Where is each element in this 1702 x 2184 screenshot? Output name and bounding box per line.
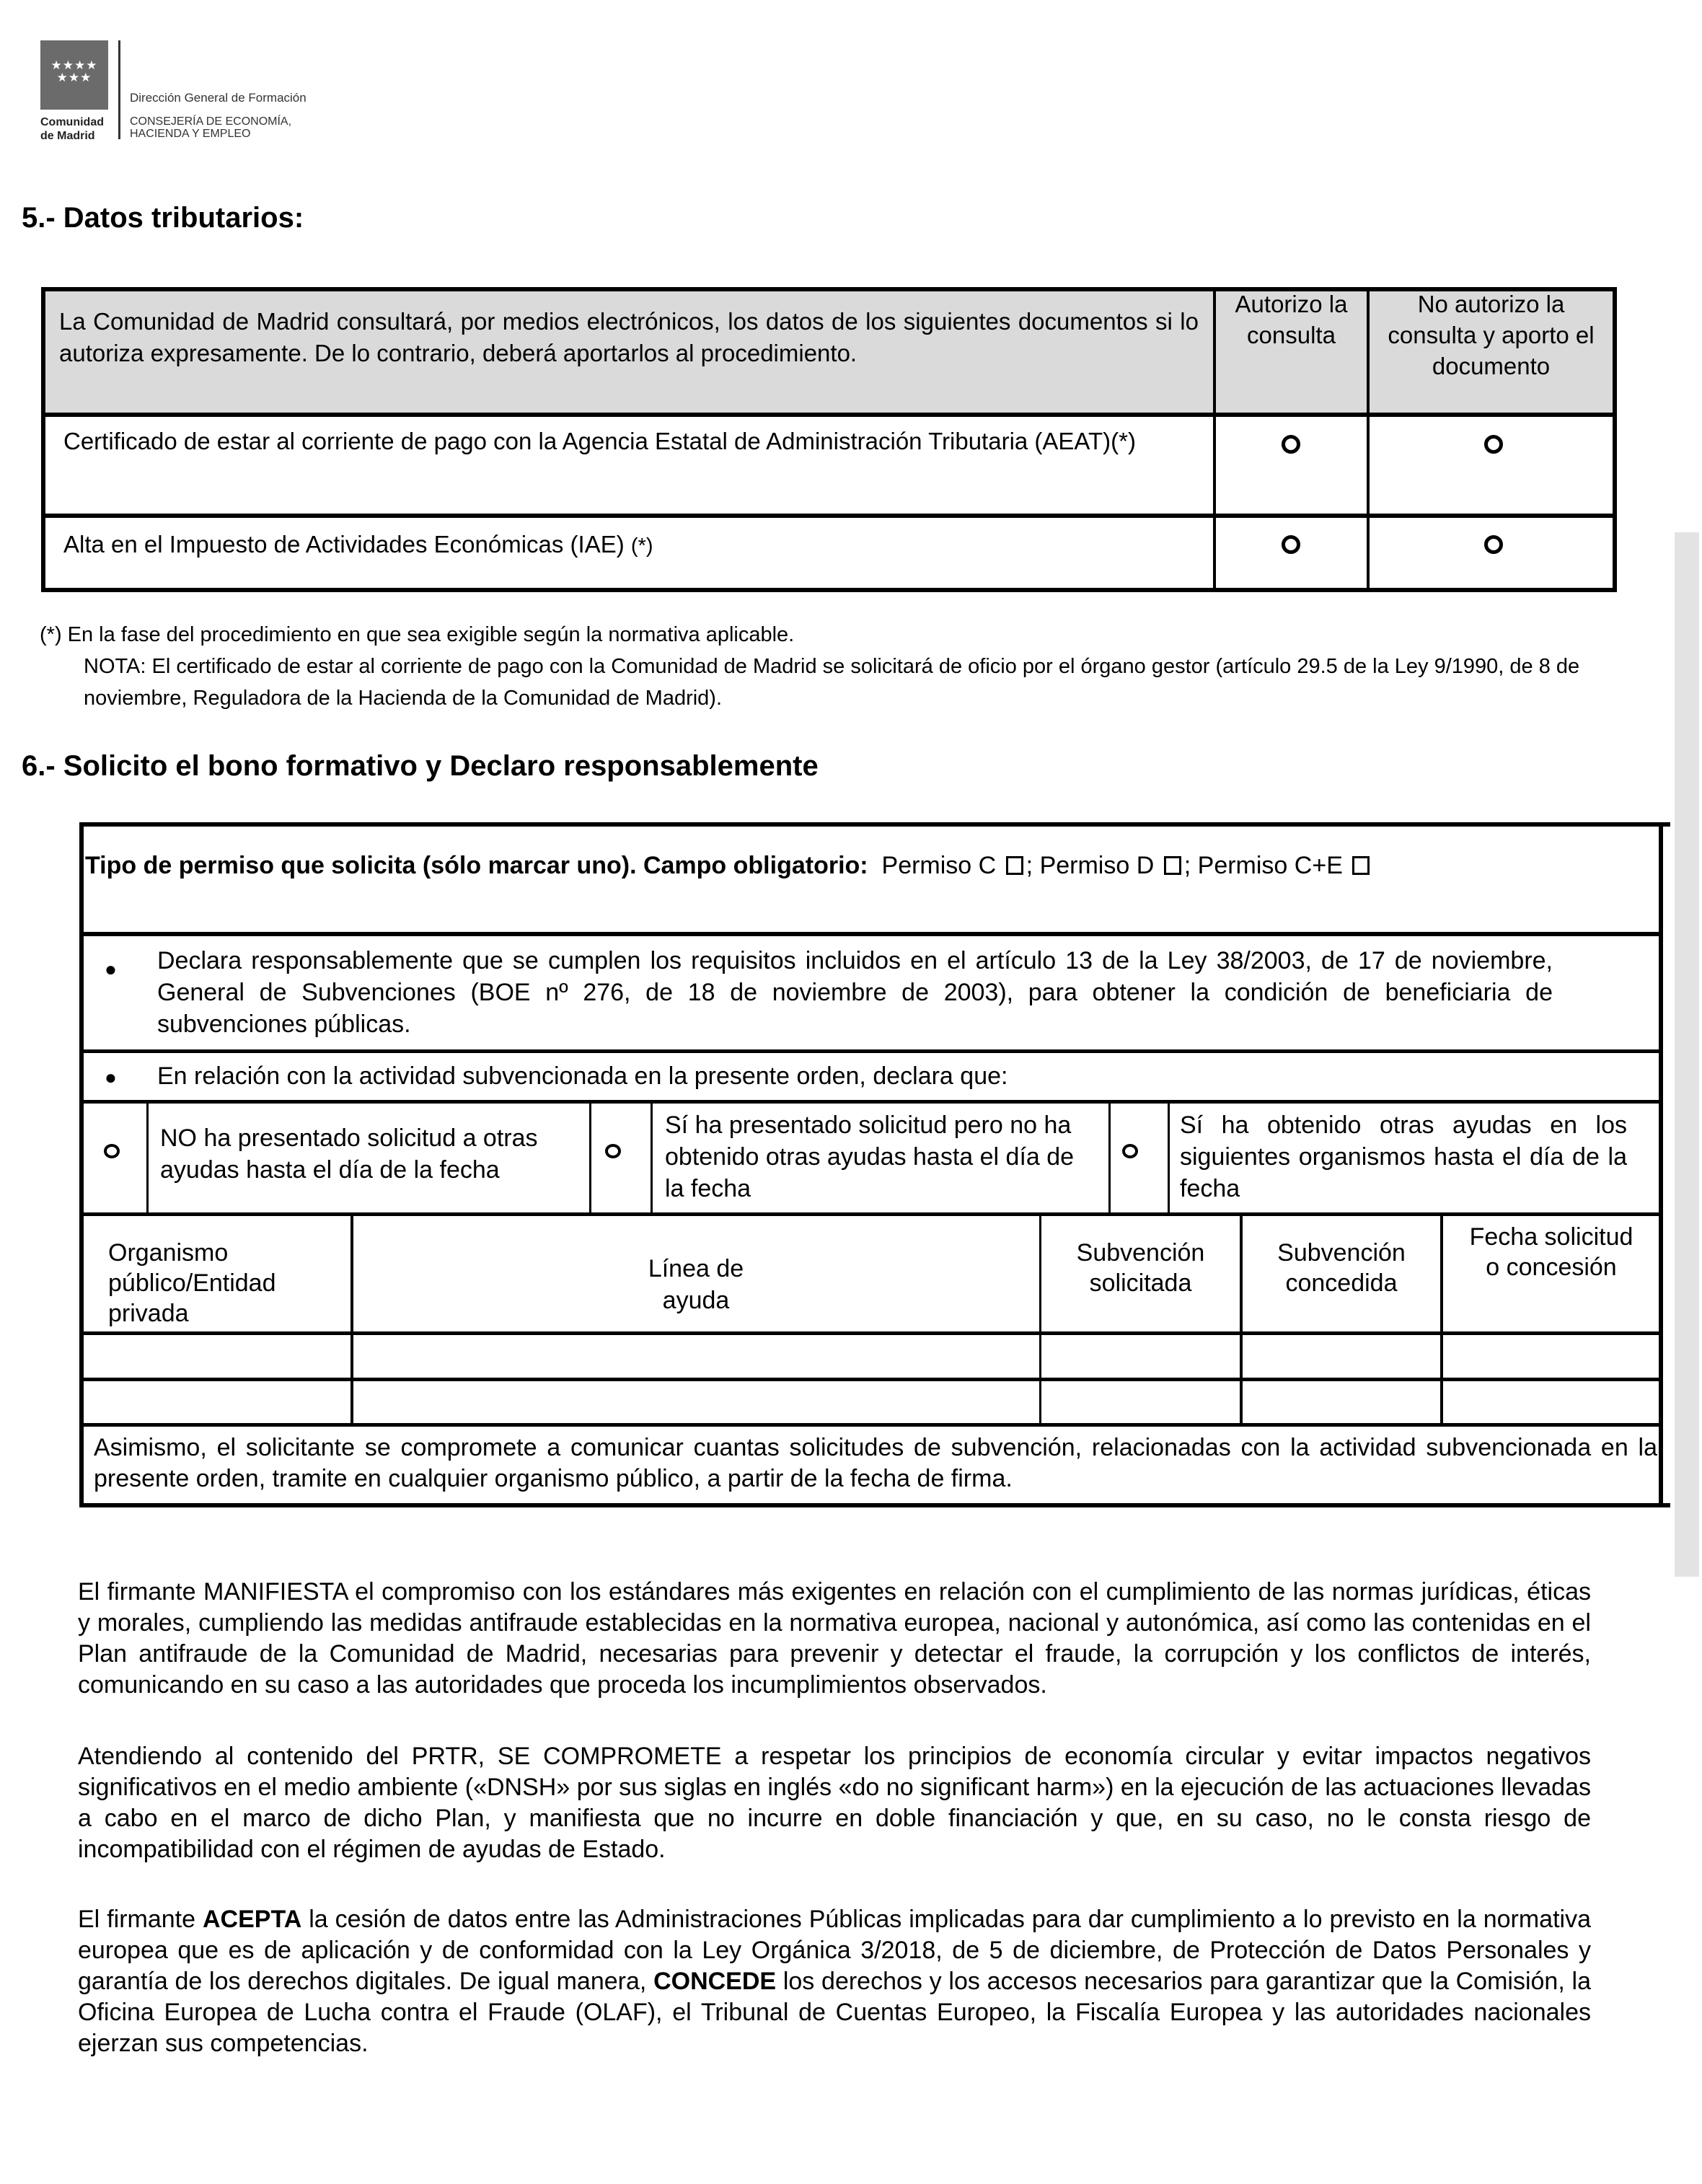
section-5-title: 5.- Datos tributarios: <box>22 202 304 234</box>
ministry-name: CONSEJERÍA DE ECONOMÍA, HACIENDA Y EMPLEO <box>130 115 292 140</box>
logo-emblem <box>40 40 108 110</box>
logo-divider <box>118 40 120 139</box>
logo-name: Comunidad de Madrid <box>40 116 104 142</box>
declaration-activity: En relación con la actividad subvencionada en la presente orden, declara que: <box>157 1062 1008 1090</box>
applied-not-obtained-radio[interactable] <box>605 1144 621 1158</box>
permit-ce-checkbox[interactable] <box>1352 856 1370 875</box>
asterisk-footnote: (*) En la fase del procedimiento en que sea exigible según la normativa aplicable. <box>40 623 795 646</box>
obtained-aid-label: Sí ha obtenido otras ayudas en los siguientes organismos hasta el día de la fecha <box>1180 1111 1627 1202</box>
no-application-radio[interactable] <box>104 1144 120 1158</box>
acepta-paragraph: El firmante ACEPTA la cesión de datos entre las Administraciones Públicas implicadas para dar cumplimiento a lo previsto en la normativa europea que es de aplicación y de conformidad con la Ley Orgánica 3/2018, de 5 de diciembre, de Protección de Datos Personales y garantía de los derechos digitales. De igual manera, CONCEDE los derechos y los accesos necesarios para garantizar que la Comisión, la Oficina Europea de Lucha contra el Fraude (OLAF), el Tribunal de Cuentas Europeo, la Fiscalía Europea y las autoridades nacionales ejerzan sus competencias. <box>78 1906 1592 2057</box>
scrollbar[interactable] <box>1675 532 1699 1577</box>
permit-type-label: Tipo de permiso que solicita (sólo marcar uno). Campo obligatorio: <box>85 852 868 879</box>
bullet-icon: ● <box>105 1066 117 1088</box>
col-authorize-header: Autorizo la consulta <box>1235 291 1348 348</box>
department-name: Dirección General de Formación <box>130 91 307 105</box>
col-organismo: Organismo público/Entidad privada <box>108 1239 276 1327</box>
iae-not-authorize-radio[interactable] <box>1484 535 1503 554</box>
row-iae-label: Alta en el Impuesto de Actividades Económicas (IAE) (*) <box>63 531 653 558</box>
row2-solicitada-input[interactable] <box>1041 1381 1240 1423</box>
nota-text: NOTA: El certificado de estar al corriente de pago con la Comunidad de Madrid se solicitará de oficio por el órgano gestor (artículo 29.5 de la Ley 9/1990, de 8 de noviembre, Reguladora de la Hacienda de la Comunidad de Madrid). <box>84 655 1580 710</box>
row2-organismo-input[interactable] <box>84 1381 350 1423</box>
aeat-not-authorize-radio[interactable] <box>1484 435 1503 454</box>
row1-solicitada-input[interactable] <box>1041 1335 1240 1378</box>
section-6-title: 6.- Solicito el bono formativo y Declaro responsablemente <box>22 750 819 782</box>
col-linea-ayuda: Línea de ayuda <box>648 1255 744 1314</box>
applied-not-obtained-label: Sí ha presentado solicitud pero no ha obtenido otras ayudas hasta el día de la fecha <box>665 1111 1075 1202</box>
col-subvencion-concedida: Subvención concedida <box>1277 1239 1406 1297</box>
manifiesta-paragraph: El firmante MANIFIESTA el compromiso con los estándares más exigentes en relación con el cumplimiento de las normas jurídicas, éticas y morales, cumpliendo las medidas antifraude establecidas en la normativa europea, nacional y autonómica, así como las contenidas en el Plan antifraude de la Comunidad de Madrid, necesarias para prevenir y detectar el fraude, la corrupción y los conflictos de interés, comunicando en su caso a las autoridades que proceda los incumplimientos observados. <box>78 1578 1591 1699</box>
row-aeat-label: Certificado de estar al corriente de pago con la Agencia Estatal de Administración Tributaria (AEAT)(*) <box>63 428 1136 454</box>
permit-type-row: Tipo de permiso que solicita (sólo marcar uno). Campo obligatorio: Permiso C ; Permiso D ; Permiso C+E <box>85 850 1657 881</box>
iae-authorize-radio[interactable] <box>1282 535 1300 554</box>
row1-linea-input[interactable] <box>353 1335 1039 1378</box>
row2-fecha-input[interactable] <box>1443 1381 1659 1423</box>
permit-d-checkbox[interactable] <box>1164 856 1181 875</box>
row2-concedida-input[interactable] <box>1243 1381 1440 1423</box>
aeat-authorize-radio[interactable] <box>1282 435 1300 454</box>
obtained-aid-radio[interactable] <box>1122 1144 1138 1158</box>
permit-c-checkbox[interactable] <box>1006 856 1023 875</box>
declaration-requirements: Declara responsablemente que se cumplen los requisitos incluidos en el artículo 13 de la Ley 38/2003, de 17 de noviembre, General de Subvenciones (BOE nº 276, de 18 de noviembre de 2003), para obtener la condición de beneficiaria de subvenciones públicas. <box>157 947 1553 1038</box>
row2-linea-input[interactable] <box>353 1381 1039 1423</box>
row1-fecha-input[interactable] <box>1443 1335 1659 1378</box>
bullet-icon: ● <box>105 958 117 980</box>
commitment-text: Asimismo, el solicitante se compromete a comunicar cuantas solicitudes de subvención, relacionadas con la actividad subvencionada en la presente orden, tramite en cualquier organismo público, a partir de la fecha de firma. <box>94 1434 1657 1492</box>
stars-icon: ★★★★ ★★★ <box>50 58 98 84</box>
row1-organismo-input[interactable] <box>84 1335 350 1378</box>
no-application-label: NO ha presentado solicitud a otras ayudas hasta el día de la fecha <box>160 1124 538 1184</box>
col-not-authorize-header: No autorizo la consulta y aporto el documento <box>1388 291 1595 379</box>
col-fecha: Fecha solicitud o concesión <box>1469 1223 1633 1281</box>
consent-intro-text: La Comunidad de Madrid consultará, por medios electrónicos, los datos de los siguientes documentos si lo autoriza expresamente. De lo contrario, deberá aportarlos al procedimiento. <box>59 308 1199 366</box>
col-subvencion-solicitada: Subvención solicitada <box>1076 1239 1205 1297</box>
prtr-paragraph: Atendiendo al contenido del PRTR, SE COMPROMETE a respetar los principios de economía circular y evitar impactos negativos significativos en el medio ambiente («DNSH» por sus siglas en inglés «do no significant harm») en la ejecución de las actuaciones llevadas a cabo en el marco de dicho Plan, y manifiesta que no incurre en doble financiación y que, en su caso, no le consta riesgo de incompatibilidad con el régimen de ayudas de Estado. <box>78 1743 1591 1863</box>
row1-concedida-input[interactable] <box>1243 1335 1440 1378</box>
